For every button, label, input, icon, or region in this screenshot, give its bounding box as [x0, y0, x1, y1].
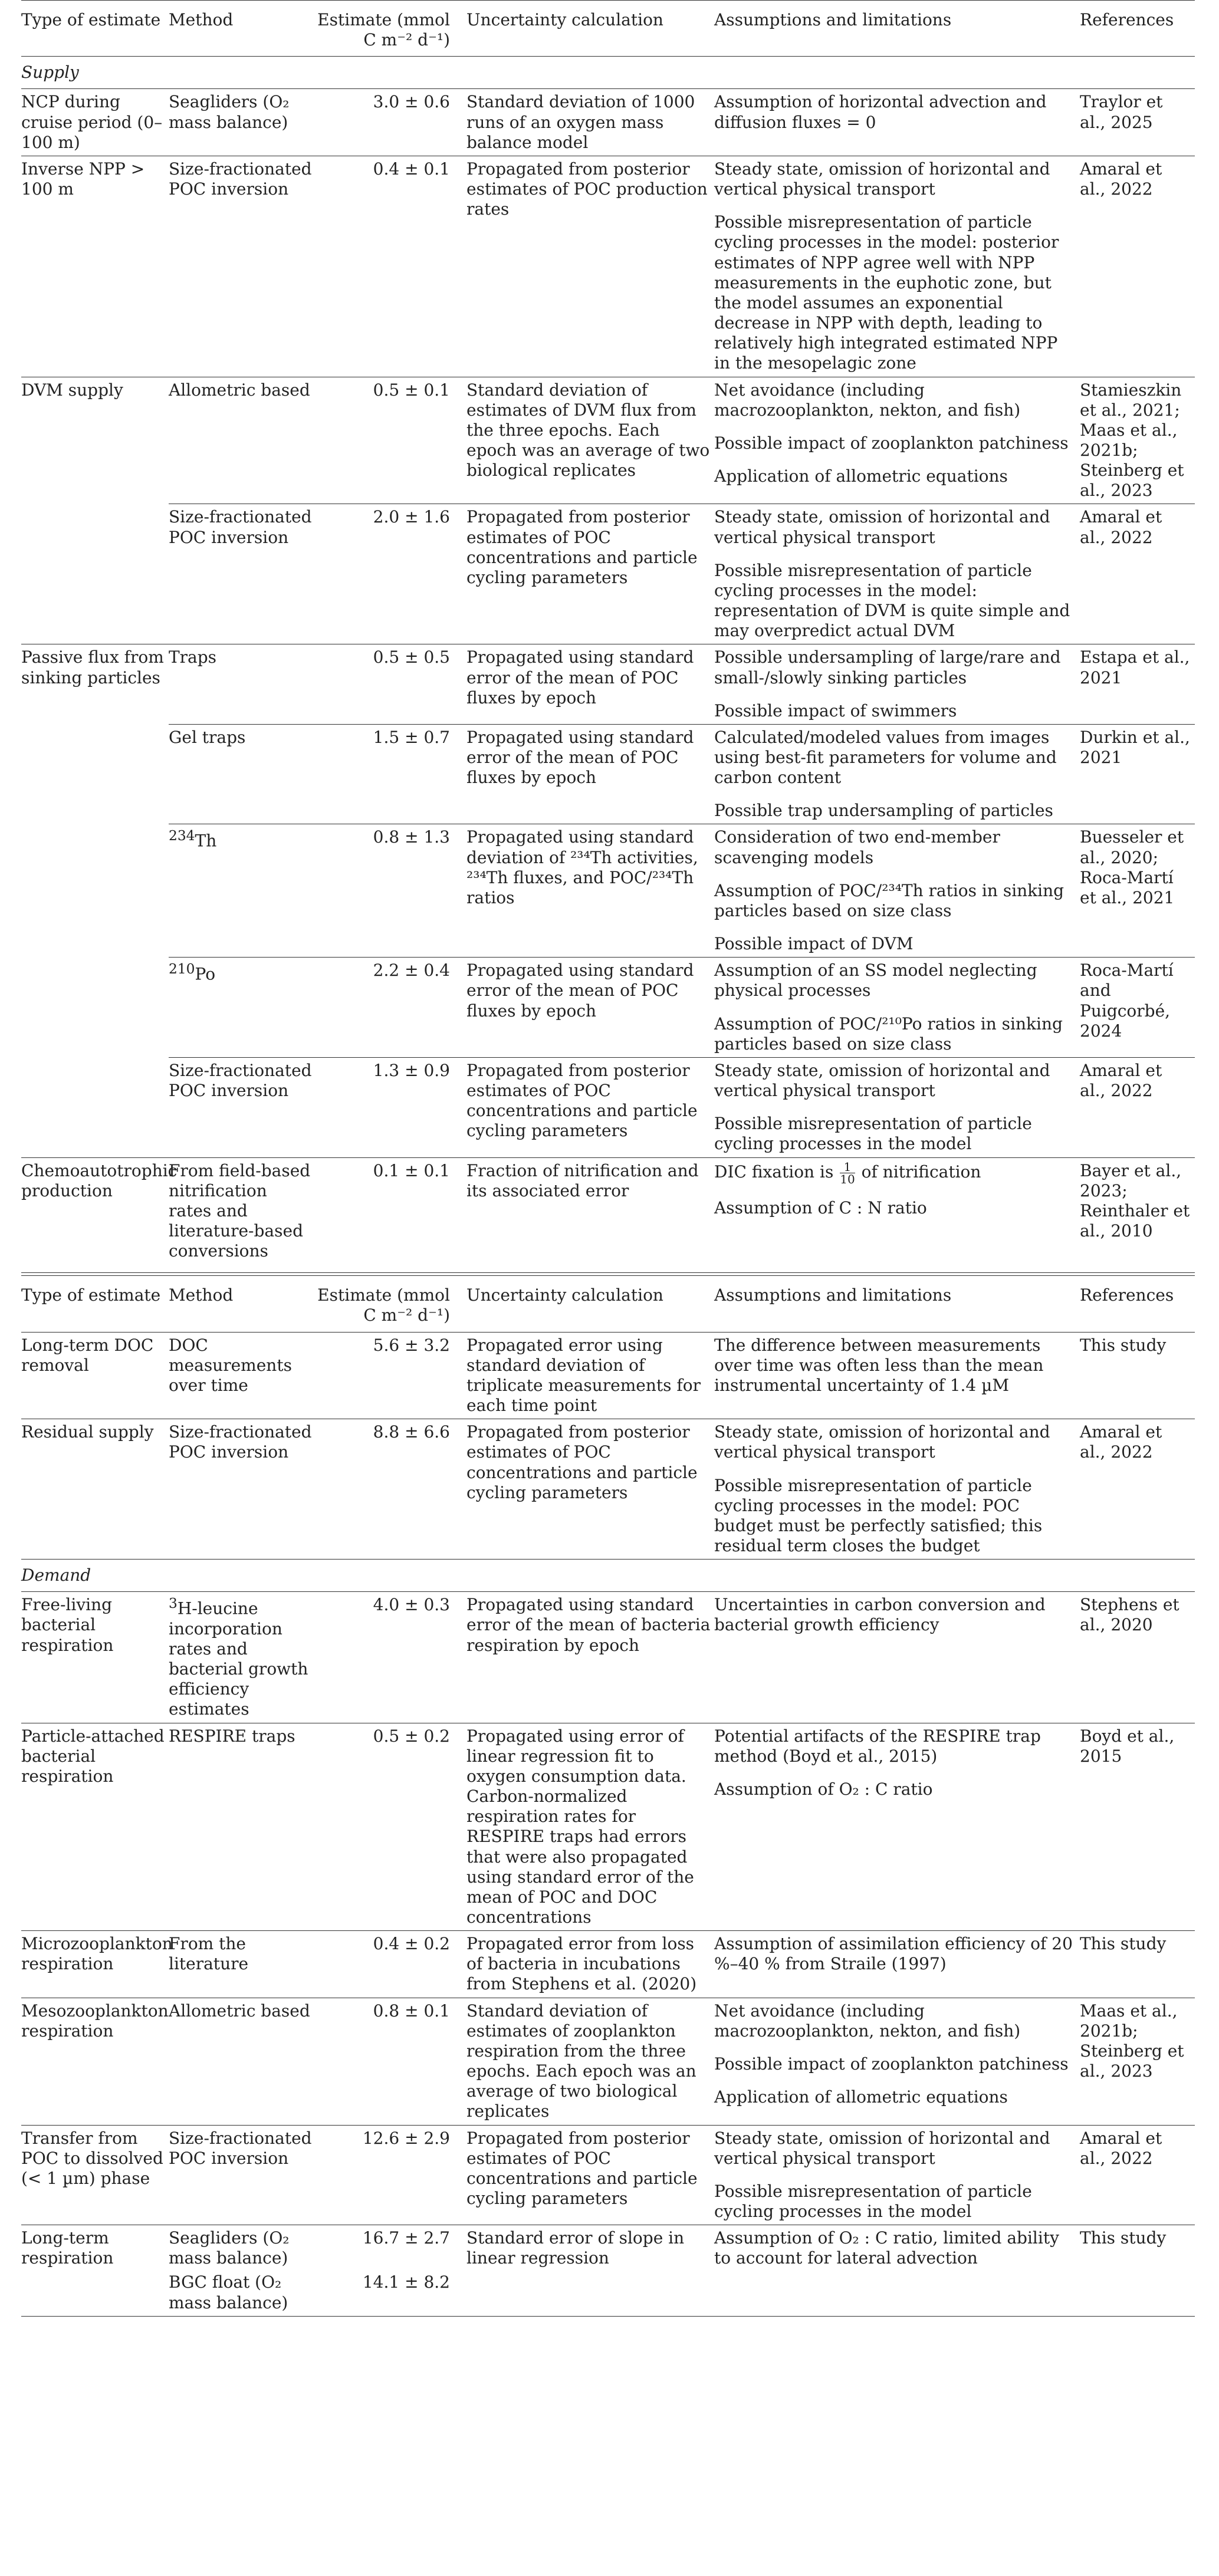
estimate-cell: 0.5 ± 0.5 — [316, 644, 466, 724]
assumptions-cell — [714, 958, 1080, 1058]
table-row — [21, 724, 1195, 824]
header-row — [21, 1276, 1195, 1332]
uncertainty-cell: Propagated using standard error of the mean of POC fluxes by epoch — [466, 644, 714, 724]
type-cell: Long-term respiration — [21, 2228, 114, 2268]
assumption: Consideration of two end-member scavenging models — [714, 827, 1000, 867]
assumption: Potential artifacts of the RESPIRE trap method (Boyd et al., 2015) — [714, 1726, 1041, 1766]
assumption: Application of allometric equations — [714, 2087, 1008, 2107]
method-cell: From the literature — [169, 1934, 249, 1974]
table-row — [21, 1998, 1195, 2125]
assumption: Possible impact of swimmers — [714, 700, 957, 721]
uncertainty-cell: Propagated from posterior estimates of POC concentrations and particle cycling parameters — [466, 1422, 698, 1502]
assumption: Possible impact of zooplankton patchiness — [714, 433, 1069, 453]
assumption: Net avoidance (including macrozooplankton, nekton, and fish) — [714, 2001, 1021, 2041]
table-row — [21, 1157, 1195, 1264]
budget-table-part1 — [21, 0, 1195, 1264]
type-cell: Particle-attached bacterial respiration — [21, 1726, 165, 1786]
assumption-text: DIC fixation is — [714, 1162, 834, 1182]
assumption: Steady state, omission of horizontal and vertical physical transport — [714, 1422, 1050, 1462]
table-row — [21, 156, 1195, 377]
header-type: Type of estimate — [21, 1285, 161, 1305]
type-cell-empty — [21, 2271, 169, 2316]
assumption: Possible misrepresentation of particle cycling processes in the model: posterior estimates of NPP agree well with NPP measurements in the euphotic zone, but the model assumes an exponential decrease in NPP with depth, leading to relatively high integrated estimated NPP in the mesopelagic zone — [714, 212, 1059, 373]
assumptions-cell — [714, 156, 1080, 377]
method-cell — [169, 824, 316, 958]
method-cell: Size-fractionated POC inversion — [169, 1060, 312, 1101]
references-cell: This study — [1080, 1335, 1167, 1355]
type-cell: Inverse NPP > 100 m — [21, 159, 145, 199]
assumption: Assumption of POC/²³⁴Th ratios in sinking particles based on size class — [714, 880, 1064, 920]
header-type: Type of estimate — [21, 10, 161, 29]
assumptions-cell — [714, 2225, 1080, 2317]
assumptions-cell — [714, 1723, 1080, 1931]
method-cell: Size-fractionated POC inversion — [169, 2128, 312, 2168]
assumption: Assumption of assimilation efficiency of 20 %–40 % from Straile (1997) — [714, 1934, 1073, 1974]
uncertainty-cell: Propagated error from loss of bacteria in incubations from Stephens et al. (2020) — [466, 1934, 697, 1994]
uncertainty-cell: Propagated using standard error of the mean of POC fluxes by epoch — [466, 724, 714, 824]
header-uncertainty: Uncertainty calculation — [466, 10, 663, 29]
header-row — [21, 1, 1195, 57]
fraction-numerator: 1 — [840, 1161, 855, 1173]
references-cell: Stamieszkin et al., 2021; Maas et al., 2021b; Steinberg et al., 2023 — [1080, 377, 1195, 504]
table-row — [21, 2125, 1195, 2225]
type-cell: NCP during cruise period (0–100 m) — [21, 92, 163, 152]
method-text: H-leucine incorporation rates and bacterial growth efficiency estimates — [169, 1598, 308, 1719]
isotope-superscript: 210 — [169, 960, 195, 978]
isotope-superscript: 234 — [169, 827, 195, 844]
assumption: Assumption of O₂ : C ratio, limited ability to account for lateral advection — [714, 2228, 1059, 2268]
assumption: Steady state, omission of horizontal and vertical physical transport — [714, 2128, 1050, 2168]
uncertainty-cell: Standard deviation of 1000 runs of an oxygen mass balance model — [466, 92, 695, 152]
assumptions-cell — [714, 644, 1080, 724]
uncertainty-cell: Propagated using error of linear regression fit to oxygen consumption data. Carbon-normalized respiration rates for RESPIRE traps had errors that were also propagated using standard error of the mean of POC and DOC concentrations — [466, 1726, 694, 1927]
assumption-text: of nitrification — [861, 1162, 981, 1182]
assumptions-cell — [714, 1931, 1080, 1998]
type-cell: DVM supply — [21, 380, 123, 400]
assumptions-cell — [714, 1419, 1080, 1560]
method-cell: DOC measurements over time — [169, 1335, 292, 1395]
type-cell: Residual supply — [21, 1422, 154, 1442]
assumption: Possible undersampling of large/rare and small-/slowly sinking particles — [714, 647, 1061, 687]
uncertainty-cell: Propagated using standard error of the mean of bacteria respiration by epoch — [466, 1595, 711, 1655]
assumption: Steady state, omission of horizontal and vertical physical transport — [714, 1060, 1050, 1101]
estimate-cell: 1.3 ± 0.9 — [373, 1060, 450, 1080]
assumptions-cell — [714, 1998, 1080, 2125]
estimate-cell: 8.8 ± 6.6 — [373, 1422, 450, 1442]
references-cell: Amaral et al., 2022 — [1080, 1060, 1162, 1101]
references-cell: This study — [1080, 2228, 1167, 2248]
references-cell: Bayer et al., 2023; Reinthaler et al., 2010 — [1080, 1160, 1190, 1241]
estimate-cell: 0.4 ± 0.2 — [373, 1934, 450, 1954]
assumption: The difference between measurements over time was often less than the mean instrumental uncertainty of 1.4 µM — [714, 1335, 1044, 1395]
uncertainty-cell: Standard deviation of estimates of DVM flux from the three epochs. Each epoch was an average of two biological replicates — [466, 377, 714, 504]
method-cell — [169, 958, 316, 1058]
table-row — [21, 1419, 1195, 1560]
assumptions-cell — [714, 1057, 1080, 1157]
references-cell: Amaral et al., 2022 — [1080, 507, 1162, 547]
estimate-cell: 12.6 ± 2.9 — [362, 2128, 450, 2148]
table-row — [21, 1592, 1195, 1723]
method-cell: BGC float (O₂ mass balance) — [169, 2272, 288, 2312]
type-cell: Transfer from POC to dissolved (< 1 µm) phase — [21, 2128, 163, 2188]
assumptions-cell — [714, 1332, 1080, 1419]
table-row — [21, 504, 1195, 644]
references-cell: Roca-Martí and Puigcorbé, 2024 — [1080, 958, 1195, 1058]
assumption: Possible impact of DVM — [714, 934, 914, 954]
assumptions-cell — [714, 2125, 1080, 2225]
uncertainty-cell: Propagated from posterior estimates of POC concentrations and particle cycling parameters — [466, 507, 698, 587]
estimate-cell: 0.5 ± 0.2 — [373, 1726, 450, 1746]
header-estimate: Estimate (mmol C m⁻² d⁻¹) — [317, 10, 450, 50]
assumptions-cell — [714, 504, 1080, 644]
method-cell: RESPIRE traps — [169, 1726, 295, 1746]
header-references: References — [1080, 1285, 1174, 1305]
method-text: Po — [195, 964, 216, 984]
assumption: Application of allometric equations — [714, 466, 1008, 486]
uncertainty-cell: Propagated error using standard deviation of triplicate measurements for each time point — [466, 1335, 701, 1416]
estimate-cell: 2.0 ± 1.6 — [373, 507, 450, 527]
type-cell: Mesozooplankton respiration — [21, 2001, 169, 2041]
references-cell: Stephens et al., 2020 — [1080, 1595, 1179, 1635]
section-label: Supply — [21, 57, 1195, 89]
assumption: Steady state, omission of horizontal and vertical physical transport — [714, 507, 1050, 547]
type-cell: Free-living bacterial respiration — [21, 1595, 114, 1655]
assumption: Uncertainties in carbon conversion and bacterial growth efficiency — [714, 1595, 1046, 1635]
references-cell: Amaral et al., 2022 — [1080, 2128, 1162, 2168]
estimate-cell: 16.7 ± 2.7 — [362, 2228, 450, 2248]
references-cell: Boyd et al., 2015 — [1080, 1726, 1175, 1766]
estimate-cell: 14.1 ± 8.2 — [362, 2272, 450, 2292]
method-cell: From field-based nitrification rates and literature-based conversions — [169, 1160, 311, 1261]
assumptions-cell — [714, 377, 1080, 504]
uncertainty-cell: Propagated using standard deviation of ²³⁴Th activities, ²³⁴Th fluxes, and POC/²³⁴Th ratios — [466, 824, 714, 958]
header-estimate: Estimate (mmol C m⁻² d⁻¹) — [317, 1285, 450, 1325]
estimate-cell: 0.4 ± 0.1 — [373, 159, 450, 179]
uncertainty-cell: Propagated from posterior estimates of POC concentrations and particle cycling parameters — [466, 2128, 698, 2209]
uncertainty-cell: Standard deviation of estimates of zooplankton respiration from the three epochs. Each epoch was an average of two biological replicates — [466, 2001, 696, 2121]
assumption: Possible misrepresentation of particle cycling processes in the model — [714, 2181, 1032, 2222]
table-page — [21, 0, 1201, 2317]
assumption: Assumption of horizontal advection and diffusion fluxes = 0 — [714, 92, 1047, 132]
method-cell: Gel traps — [169, 724, 316, 824]
table-row — [21, 377, 1195, 504]
table-row — [21, 1057, 1195, 1157]
assumption: Assumption of O₂ : C ratio — [714, 1779, 933, 1799]
method-cell: Size-fractionated POC inversion — [169, 1422, 312, 1462]
table-row — [21, 2225, 1195, 2272]
references-cell: Amaral et al., 2022 — [1080, 1422, 1162, 1462]
assumption: Assumption of C : N ratio — [714, 1197, 927, 1218]
type-cell: Passive flux from sinking particles — [21, 644, 169, 1157]
header-references: References — [1080, 10, 1174, 29]
assumptions-cell — [714, 1157, 1080, 1264]
estimate-cell: 1.5 ± 0.7 — [316, 724, 466, 824]
fraction — [840, 1161, 855, 1185]
type-cell: Long-term DOC removal — [21, 1335, 154, 1375]
header-uncertainty: Uncertainty calculation — [466, 1285, 663, 1305]
table-row — [21, 1931, 1195, 1998]
header-assumptions: Assumptions and limitations — [714, 10, 952, 29]
assumption: Possible impact of zooplankton patchiness — [714, 2054, 1069, 2074]
uncertainty-cell: Propagated using standard error of the mean of POC fluxes by epoch — [466, 958, 714, 1058]
assumptions-cell — [714, 89, 1080, 156]
estimate-cell: 2.2 ± 0.4 — [316, 958, 466, 1058]
assumption: Steady state, omission of horizontal and vertical physical transport — [714, 159, 1050, 199]
method-cell: Size-fractionated POC inversion — [169, 507, 312, 547]
assumption: Assumption of POC/²¹⁰Po ratios in sinking particles based on size class — [714, 1014, 1063, 1054]
estimate-cell: 0.8 ± 1.3 — [316, 824, 466, 958]
table-row — [21, 1723, 1195, 1931]
assumption: Assumption of an SS model neglecting physical processes — [714, 960, 1037, 1001]
fraction-denominator: 10 — [840, 1172, 855, 1186]
assumption: Possible misrepresentation of particle cycling processes in the model — [714, 1114, 1032, 1154]
isotope-superscript: 3 — [169, 1595, 178, 1612]
assumptions-cell — [714, 824, 1080, 958]
method-text: Th — [195, 831, 217, 851]
method-cell — [169, 1592, 316, 1723]
table-row — [21, 958, 1195, 1058]
table-row — [21, 89, 1195, 156]
uncertainty-cell: Fraction of nitrification and its associated error — [466, 1160, 699, 1200]
uncertainty-cell: Standard error of slope in linear regression — [466, 2228, 685, 2268]
method-cell: Seagliders (O₂ mass balance) — [169, 2228, 290, 2268]
method-cell: Allometric based — [169, 2001, 310, 2021]
header-method: Method — [169, 1285, 234, 1305]
references-cell: Estapa et al., 2021 — [1080, 644, 1195, 724]
estimate-cell: 0.5 ± 0.1 — [316, 377, 466, 504]
table-row — [21, 1332, 1195, 1419]
references-cell: Durkin et al., 2021 — [1080, 724, 1195, 824]
assumption: Possible misrepresentation of particle cycling processes in the model: POC budget must be perfectly satisfied; this residual term closes the budget — [714, 1475, 1043, 1555]
references-cell: Maas et al., 2021b; Steinberg et al., 2023 — [1080, 2001, 1184, 2081]
method-cell: Traps — [169, 644, 316, 724]
references-cell: Amaral et al., 2022 — [1080, 159, 1162, 199]
type-cell: Microzooplankton respiration — [21, 1934, 173, 1974]
assumption: Possible misrepresentation of particle cycling processes in the model: representation of DVM is quite simple and may overpredict actual DVM — [714, 560, 1070, 641]
type-cell: Chemoautotrophic production — [21, 1160, 178, 1200]
table-row — [21, 644, 1195, 724]
table-row — [21, 824, 1195, 958]
references-cell: Traylor et al., 2025 — [1080, 92, 1163, 132]
assumption: Calculated/modeled values from images using best-fit parameters for volume and carbon content — [714, 727, 1057, 788]
budget-table-part2 — [21, 1276, 1195, 2317]
estimate-cell: 5.6 ± 3.2 — [373, 1335, 450, 1355]
method-cell: Size-fractionated POC inversion — [169, 159, 312, 199]
method-cell: Allometric based — [169, 377, 316, 504]
assumption — [714, 1161, 1076, 1185]
assumption: Possible trap undersampling of particles — [714, 801, 1053, 821]
uncertainty-cell: Propagated from posterior estimates of POC concentrations and particle cycling parameters — [466, 1060, 698, 1141]
assumptions-cell — [714, 724, 1080, 824]
assumption: Net avoidance (including macrozooplankton, nekton, and fish) — [714, 380, 1021, 420]
section-supply — [21, 57, 1195, 89]
header-assumptions: Assumptions and limitations — [714, 1285, 952, 1305]
references-cell: Buesseler et al., 2020; Roca-Martí et al., 2021 — [1080, 824, 1195, 958]
references-cell: This study — [1080, 1934, 1167, 1954]
estimate-cell: 4.0 ± 0.3 — [373, 1595, 450, 1615]
method-cell: Seagliders (O₂ mass balance) — [169, 92, 290, 132]
estimate-cell: 0.1 ± 0.1 — [373, 1160, 450, 1180]
section-label: Demand — [21, 1560, 1195, 1592]
uncertainty-cell: Propagated from posterior estimates of POC production rates — [466, 159, 708, 219]
estimate-cell: 3.0 ± 0.6 — [373, 92, 450, 112]
estimate-cell: 0.8 ± 0.1 — [373, 2001, 450, 2021]
header-method: Method — [169, 10, 234, 29]
section-demand — [21, 1560, 1195, 1592]
assumptions-cell — [714, 1592, 1080, 1723]
